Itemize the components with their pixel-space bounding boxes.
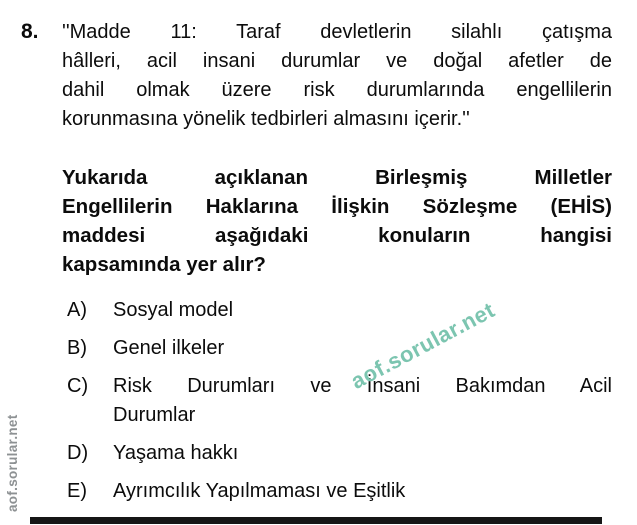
answer-options-list [62,296,612,506]
watermark-diagonal: aof.sorular.net [346,297,499,394]
option-text-line: Risk Durumları ve İnsani Bakımdan Acil [113,375,612,397]
question-number: 8. [21,20,39,43]
option-text-line: Durumlar [113,404,196,426]
text-line: hâlleri, acil insani durumlar ve doğal afetler de [62,50,612,72]
option-text [113,334,612,363]
option-text [113,439,612,468]
option-c [62,372,612,430]
option-text-line: Yaşama hakkı [113,442,239,464]
option-letter: A) [67,299,87,321]
option-text [113,296,612,325]
option-a [62,296,612,325]
option-letter: C) [67,375,89,397]
option-text-line: Sosyal model [113,299,234,321]
text-line: Yukarıda açıklanan Birleşmiş Milletler [62,166,612,189]
text-line: Engellilerin Haklarına İlişkin Sözleşme (EHİS) [62,195,612,218]
option-text-line: Ayrımcılık Yapılmaması ve Eşitlik [113,480,406,502]
text-line: maddesi aşağıdaki konuların hangisi [62,224,612,247]
question-stem-paragraph [62,163,612,279]
option-text-line: Genel ilkeler [113,337,225,359]
text-line: korunmasına yönelik tedbirleri almasını içerir.'' [62,108,470,130]
text-line: dahil olmak üzere risk durumlarında engellilerin [62,79,612,101]
bottom-divider-bar [30,517,602,524]
option-b [62,334,612,363]
question-content [62,18,612,515]
text-line: kapsamında yer alır? [62,253,266,276]
option-e [62,477,612,506]
option-text [113,477,612,506]
option-letter: B) [67,337,87,359]
option-d [62,439,612,468]
text-line: ''Madde 11: Taraf devletlerin silahlı çatışma [62,21,612,43]
question-quote-paragraph [62,18,612,134]
watermark-left-vertical: aof.sorular.net [5,414,20,512]
option-letter: D) [67,442,89,464]
option-letter: E) [67,480,87,502]
